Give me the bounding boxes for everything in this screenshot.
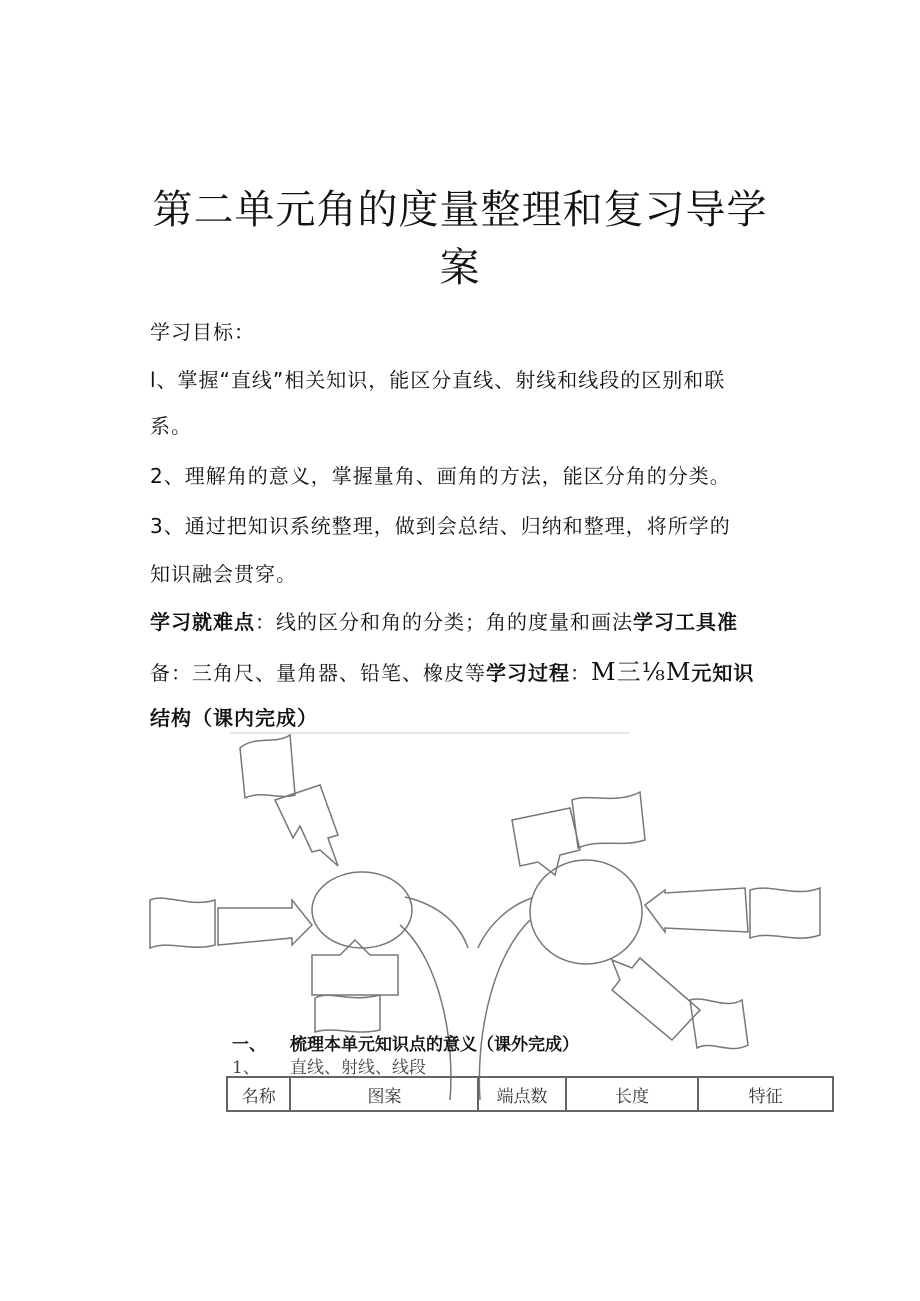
focus-text: ：线的区分和角的分类；角的度量和画法 <box>255 610 633 634</box>
flag-banner-ml <box>150 898 215 948</box>
doc-title-line1: 第二单元角的度量整理和复习导学 <box>152 187 768 233</box>
tools-label-b: 备 <box>150 661 171 685</box>
header-cell-endpoints: 端点数 <box>478 1077 565 1111</box>
process-sep: ： <box>570 661 591 685</box>
flag-banner-br <box>690 999 748 1049</box>
lines-comparison-table <box>226 1076 834 1112</box>
arrow-box-ml <box>218 900 312 945</box>
arrow-box-tl <box>275 785 338 866</box>
flag-banner-tr <box>572 792 645 848</box>
subsection-num: 1、 <box>232 1058 260 1078</box>
process-label: 学习过程 <box>486 661 570 685</box>
process-garble: M三⅛M <box>591 658 692 686</box>
long-curve-2 <box>479 920 530 1100</box>
subsection-text: 直线、射线、线段 <box>290 1058 426 1078</box>
tools-label-a: 学习工具准 <box>633 610 738 634</box>
header-cell-length: 长度 <box>566 1077 699 1111</box>
goal-item-2: 2、理解角的意义，掌握量角、画角的方法，能区分角的分类。 <box>150 464 731 488</box>
tools-text: ：三角尺、量角器、铅笔、橡皮等 <box>171 661 486 685</box>
goal-item-1: l、掌握“直线”相关知识，能区分直线、射线和线段的区别和联 <box>150 368 726 392</box>
process-text-a: 元知识 <box>691 661 755 685</box>
goal-item-1-cont: 系。 <box>150 414 192 438</box>
header-cell-feature: 特征 <box>698 1077 833 1111</box>
arrow-box-tr <box>512 808 580 875</box>
flag-banner-tl <box>240 735 295 798</box>
header-cell-pattern: 图案 <box>290 1077 478 1111</box>
goal-item-3-cont: 知识融会贯穿。 <box>150 562 297 586</box>
flag-banner-bl <box>315 995 380 1032</box>
goal-item-3: 3、通过把知识系统整理，做到会总结、归纳和整理，将所学的 <box>150 514 731 538</box>
focus-label: 学习就难点 <box>150 610 255 634</box>
right-hub-circle <box>530 860 642 964</box>
left-hub-circle <box>312 872 412 948</box>
arrow-box-br <box>612 958 700 1040</box>
header-cell-name: 名称 <box>227 1077 290 1111</box>
goals-heading: 学习目标： <box>150 320 255 344</box>
doc-title-line2: 案 <box>439 245 481 291</box>
table-header-row <box>227 1077 833 1111</box>
connector-curve-right <box>478 898 532 948</box>
arrow-box-mr <box>645 888 748 932</box>
section-heading-text: 梳理本单元知识点的意义（课外完成） <box>290 1035 579 1055</box>
flag-banner-mr <box>750 888 820 938</box>
section-heading-num: 一、 <box>232 1035 266 1055</box>
process-text-b: 结构（课内完成） <box>150 706 318 730</box>
